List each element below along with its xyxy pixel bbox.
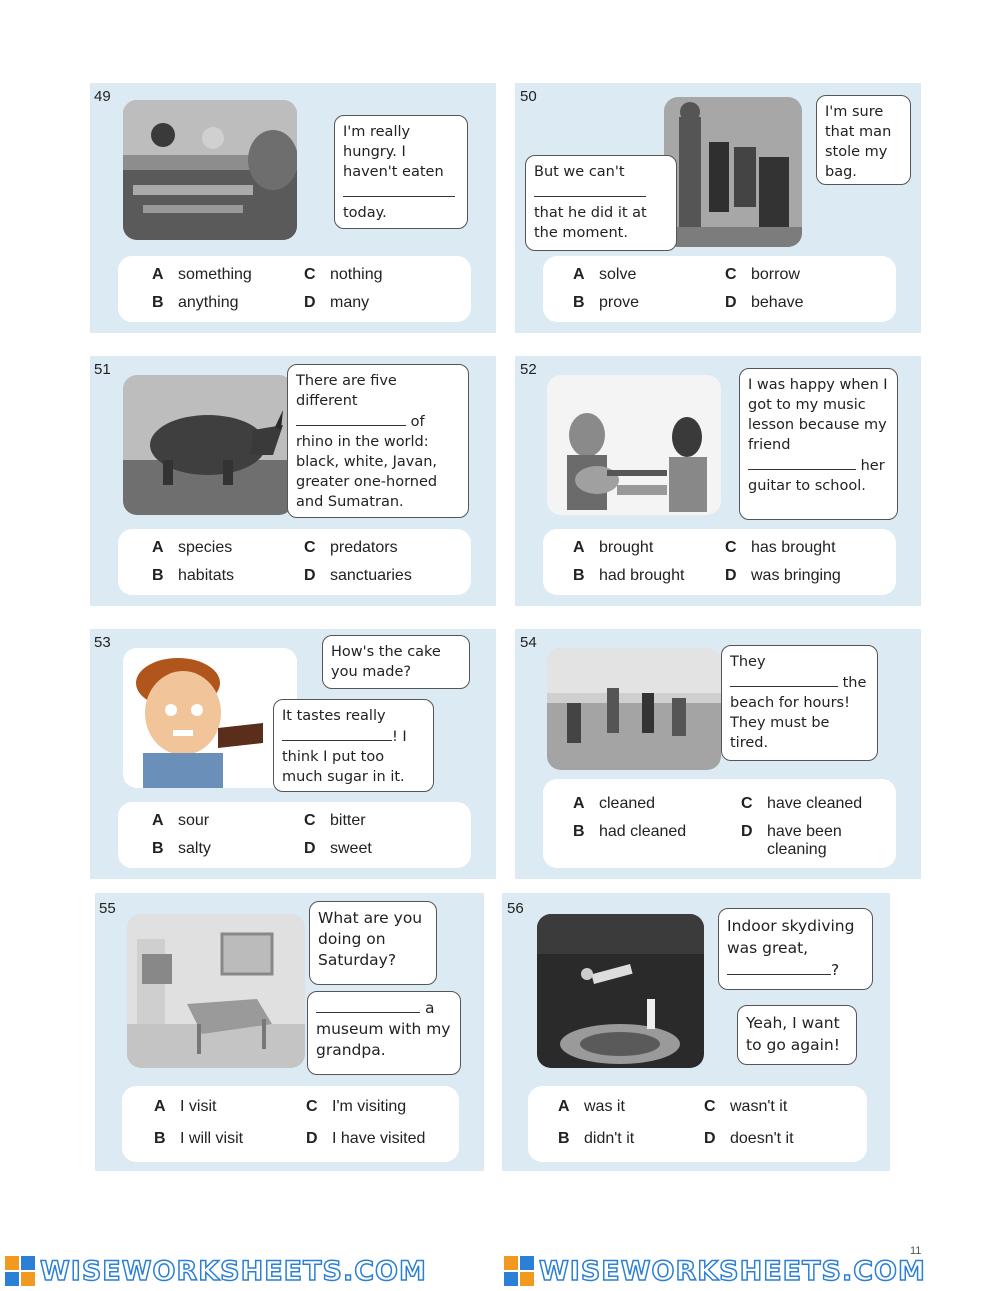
question-card-52 (515, 356, 921, 606)
option-b[interactable]: B habitats (152, 567, 235, 584)
option-c[interactable]: C have cleaned (741, 795, 863, 812)
footer-logo-icon (503, 1255, 535, 1287)
answer-options (543, 779, 896, 868)
question-card-53 (90, 629, 496, 879)
question-number: 49 (94, 88, 111, 105)
answer-options (118, 802, 471, 868)
option-a[interactable]: A I visit (154, 1098, 217, 1115)
footer-logo-icon (4, 1255, 36, 1287)
question-number: 55 (99, 900, 116, 917)
footer-watermark (0, 1253, 1000, 1289)
question-number: 56 (507, 900, 524, 917)
option-b[interactable]: B had brought (573, 567, 685, 584)
answer-blank (296, 411, 406, 426)
answer-options (118, 256, 471, 322)
museum-illustration (127, 914, 305, 1068)
option-c[interactable]: C bitter (304, 812, 366, 829)
answer-blank (730, 672, 838, 687)
question-card-55 (95, 893, 484, 1171)
option-a[interactable]: A sour (152, 812, 210, 829)
option-c[interactable]: C borrow (725, 266, 800, 283)
answer-blank (748, 455, 856, 470)
option-a[interactable]: A was it (558, 1098, 625, 1115)
answer-options (118, 529, 471, 595)
question-card-49 (90, 83, 496, 333)
speech-bubble-top: I'm sure that man stole my bag. (816, 95, 911, 185)
option-d[interactable]: D was bringing (725, 567, 841, 584)
question-number: 52 (520, 361, 537, 378)
option-b[interactable]: B didn't it (558, 1130, 635, 1147)
group-photo (664, 97, 802, 247)
answer-blank (534, 182, 646, 197)
page-number: 11 (910, 1245, 922, 1257)
speech-bubble-top: How's the cake you made? (322, 635, 470, 689)
option-d[interactable]: D doesn't it (704, 1130, 794, 1147)
option-d[interactable]: D many (304, 294, 370, 311)
question-card-56 (502, 893, 890, 1171)
question-number: 51 (94, 361, 111, 378)
question-card-51 (90, 356, 496, 606)
speech-bubble-top: What are you doing on Saturday? (309, 901, 437, 985)
answer-options (122, 1086, 459, 1162)
answer-blank (282, 726, 392, 741)
option-a[interactable]: A species (152, 539, 233, 556)
option-d[interactable]: D sweet (304, 840, 372, 857)
footer-logo-right: WISEWORKSHEETS.COM (503, 1255, 926, 1287)
answer-options (528, 1086, 867, 1162)
speech-bubble-bottom: But we can't that he did it at the moment. (525, 155, 677, 251)
option-d[interactable]: D I have visited (306, 1130, 426, 1147)
option-d[interactable]: D have been cleaning (741, 823, 842, 858)
option-a[interactable]: A something (152, 266, 252, 283)
option-c[interactable]: C I'm visiting (306, 1098, 407, 1115)
guitar-girls-photo (547, 375, 721, 515)
answer-blank (727, 960, 831, 975)
option-c[interactable]: C has brought (725, 539, 836, 556)
speech-bubble: I was happy when I got to my music lesson because my friend her guitar to school. (739, 368, 898, 520)
question-number: 50 (520, 88, 537, 105)
option-b[interactable]: B salty (152, 840, 211, 857)
question-number: 53 (94, 634, 111, 651)
speech-bubble: They the beach for hours! They must be tired. (721, 645, 878, 761)
speech-bubble-top: Indoor skydiving was great, ? (718, 908, 873, 990)
option-b[interactable]: B had cleaned (573, 823, 687, 840)
skydiving-photo (537, 914, 704, 1068)
answer-options (543, 529, 896, 595)
answer-blank (316, 998, 420, 1013)
footer-logo-left: WISEWORKSHEETS.COM (4, 1255, 427, 1287)
speech-bubble-bottom: a museum with my grandpa. (307, 991, 461, 1075)
rhino-photo (123, 375, 293, 515)
beach-cleanup-photo (547, 648, 721, 770)
option-c[interactable]: C wasn't it (704, 1098, 788, 1115)
cafe-photo (123, 100, 297, 240)
boy-cake-illustration (123, 648, 297, 788)
option-b[interactable]: B I will visit (154, 1130, 244, 1147)
option-d[interactable]: D behave (725, 294, 804, 311)
option-d[interactable]: D sanctuaries (304, 567, 412, 584)
question-number: 54 (520, 634, 537, 651)
answer-options (543, 256, 896, 322)
option-c[interactable]: C nothing (304, 266, 383, 283)
speech-bubble: I'm really hungry. I haven't eaten today. (334, 115, 468, 229)
question-card-50 (515, 83, 921, 333)
option-b[interactable]: B prove (573, 294, 640, 311)
speech-bubble-bottom: Yeah, I want to go again! (737, 1005, 857, 1065)
option-a[interactable]: A solve (573, 266, 637, 283)
question-card-54 (515, 629, 921, 879)
answer-blank (343, 182, 455, 197)
speech-bubble-bottom: It tastes really ! I think I put too much sugar in it. (273, 699, 434, 792)
option-a[interactable]: A brought (573, 539, 654, 556)
option-a[interactable]: A cleaned (573, 795, 656, 812)
option-c[interactable]: C predators (304, 539, 398, 556)
speech-bubble: There are five different of rhino in the world: black, white, Javan, greater one-horned and Sumatran. (287, 364, 469, 518)
option-b[interactable]: B anything (152, 294, 239, 311)
